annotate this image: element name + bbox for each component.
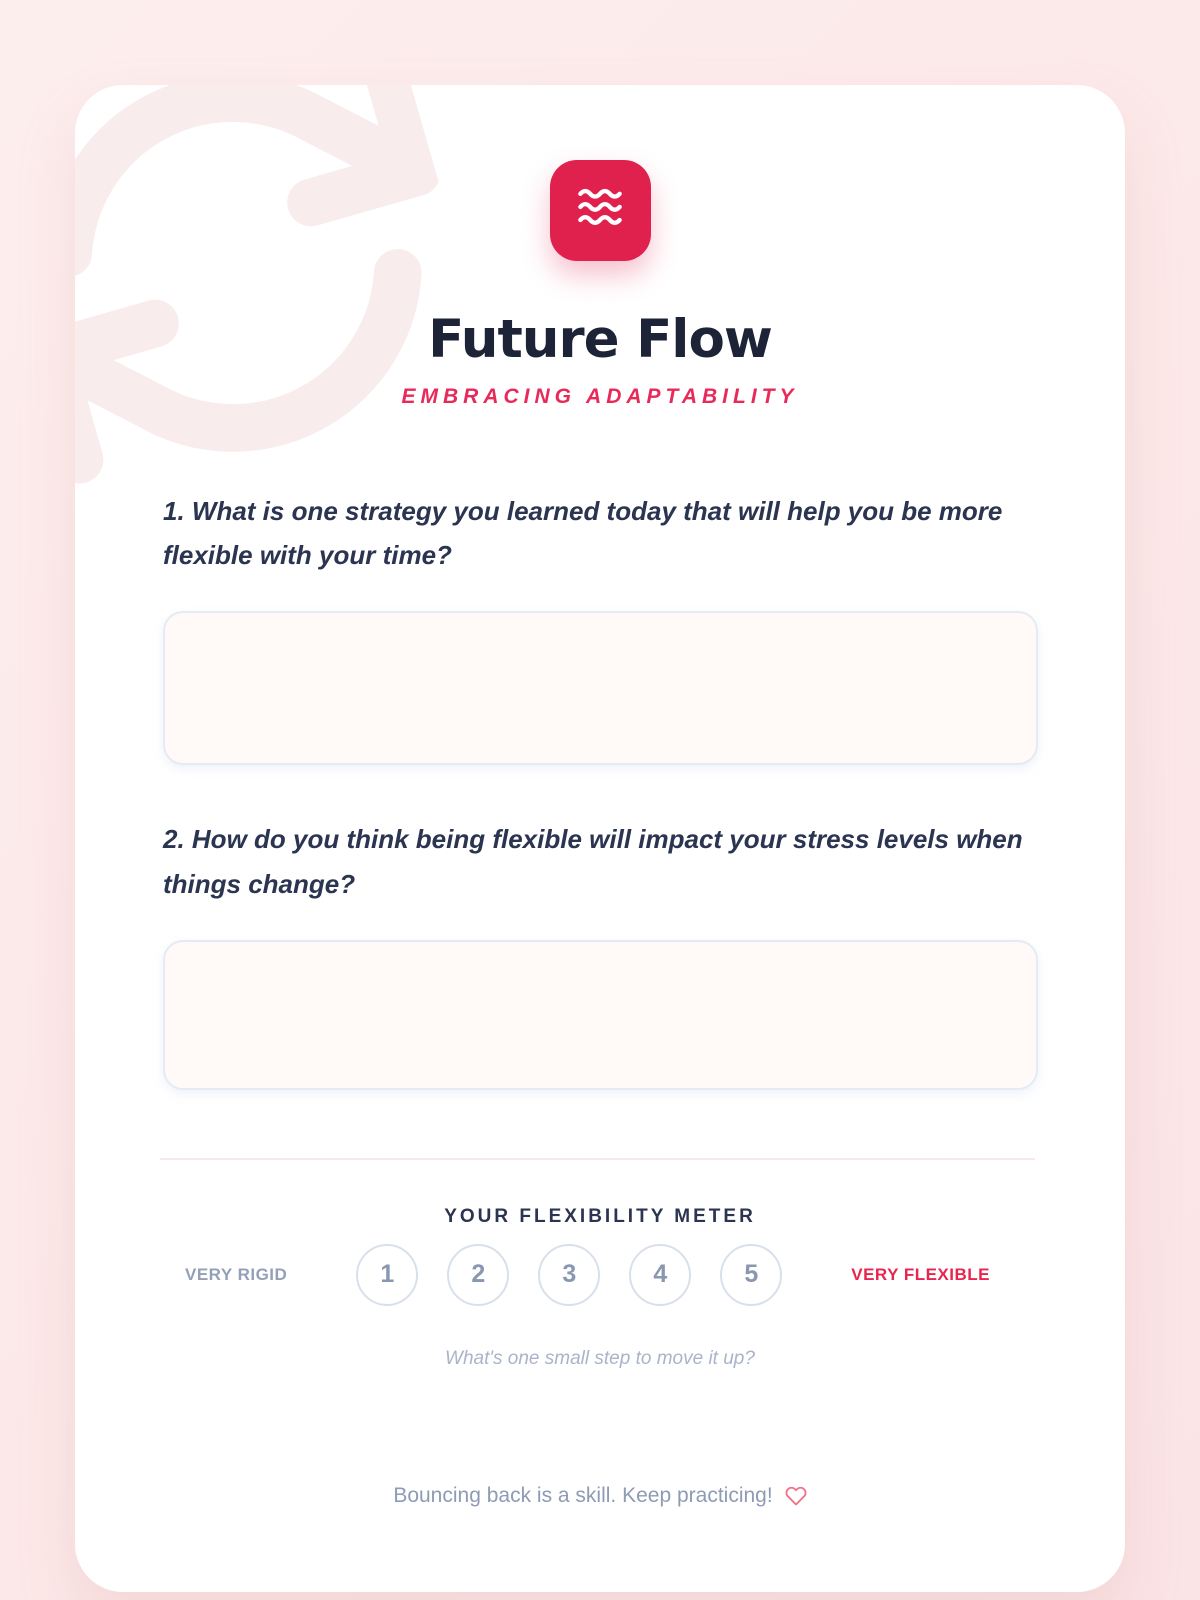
meter-option-4[interactable]: 4 (629, 1244, 691, 1306)
meter-option-1[interactable]: 1 (356, 1244, 418, 1306)
answer-input-q1[interactable] (163, 611, 1038, 765)
section-divider (160, 1158, 1035, 1160)
question-1-label: 1. What is one strategy you learned today that will help you be more flexible with your time? (163, 496, 1003, 571)
footer (75, 1484, 1125, 1508)
page-title: Future Flow (428, 309, 772, 370)
meter-label-very-rigid: VERY RIGID (185, 1264, 288, 1284)
footer-message: Bouncing back is a skill. Keep practicing! (393, 1483, 773, 1507)
meter-options (356, 1244, 782, 1306)
meter-prompt: What's one small step to move it up? (445, 1347, 755, 1369)
app-badge (550, 160, 651, 261)
waves-icon (573, 184, 627, 237)
worksheet-card (75, 85, 1125, 1592)
answer-input-q2[interactable] (163, 940, 1038, 1090)
page-subtitle: EMBRACING ADAPTABILITY (401, 385, 799, 408)
flexibility-meter (185, 1244, 990, 1306)
meter-label-very-flexible: VERY FLEXIBLE (851, 1264, 990, 1284)
meter-option-3[interactable]: 3 (538, 1244, 600, 1306)
meter-option-5[interactable]: 5 (720, 1244, 782, 1306)
heart-icon (785, 1485, 807, 1507)
question-2-label: 2. How do you think being flexible will impact your stress levels when things change? (163, 824, 1023, 899)
meter-option-2[interactable]: 2 (447, 1244, 509, 1306)
meter-heading: YOUR FLEXIBILITY METER (444, 1205, 756, 1227)
